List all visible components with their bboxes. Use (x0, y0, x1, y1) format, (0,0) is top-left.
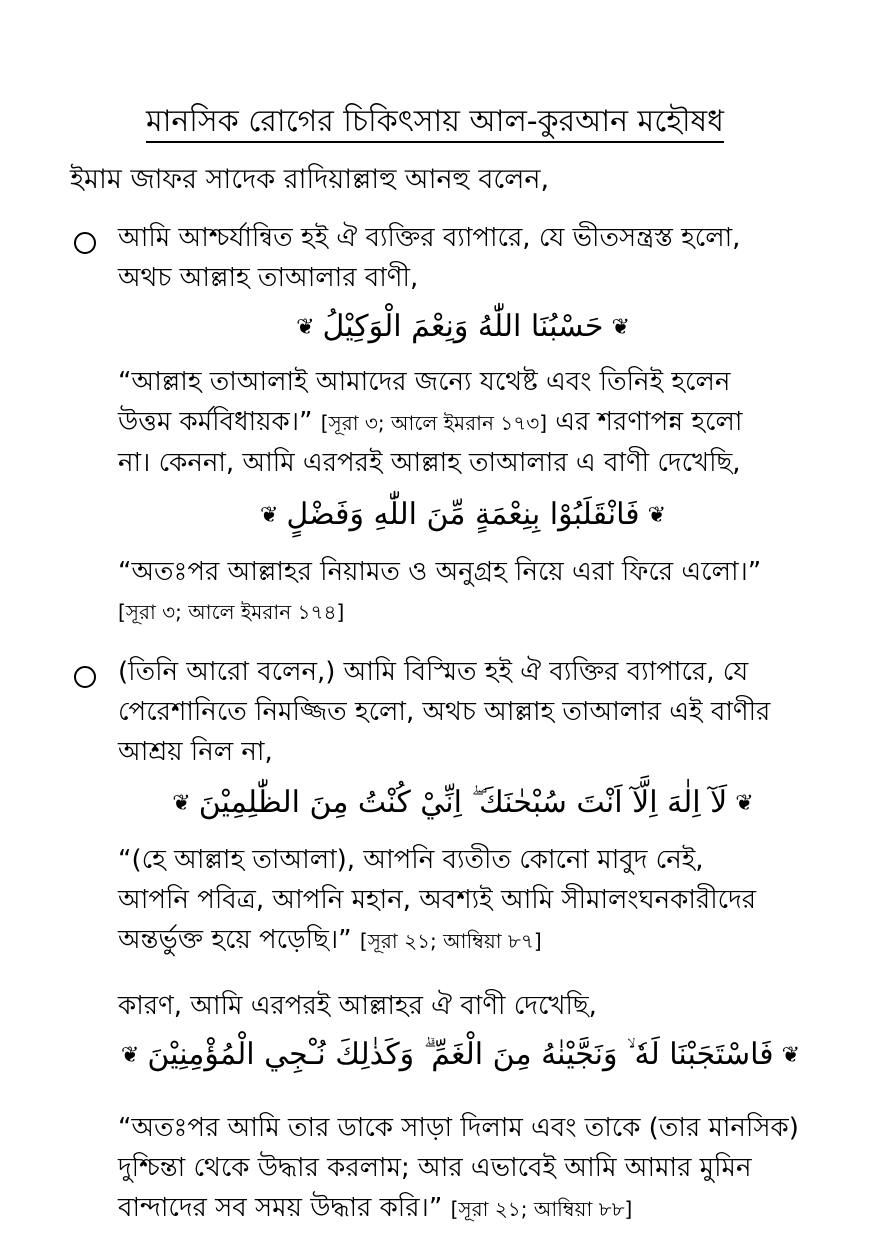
translation-1 (118, 362, 808, 483)
ayah-2 (118, 490, 808, 541)
ornament-left: ❦ (296, 315, 315, 340)
ayah-4-text: فَاسْتَجَبْنَا لَهٗ ۙ وَنَجَّيْنٰهُ مِنَ الْغَمِّ ۗ وَكَذٰلِكَ نُـْجِي الْمُؤْمِنِيْنَ (147, 1037, 774, 1072)
section2-line-1: (তিনি আরো বলেন,) আমি বিস্মিত হই ঐ ব্যক্তির ব্যাপারে, যে (118, 657, 749, 687)
section1-line-1: আমি আশ্চর্যান্বিত হই ঐ ব্যক্তির ব্যাপারে, যে ভীতসন্ত্রস্ত হলো, (118, 223, 741, 253)
translation-3-line-1: “(হে আল্লাহ তাআলা), আপনি ব্যতীত কোনো মাবুদ নেই, (118, 845, 704, 875)
ornament-right: ❦ (611, 315, 630, 340)
translation-3-line-3-text: অন্তর্ভুক্ত হয়ে পড়েছি।” (118, 925, 352, 955)
section2-line-2: পেরেশানিতে নিমজ্জিত হলো, অথচ আল্লাহ তাআলার এই বাণীর (118, 697, 771, 727)
ornament-right: ❦ (735, 791, 754, 816)
section2-line-3: আশ্রয় নিল না, (118, 737, 273, 767)
translation-2 (118, 552, 808, 632)
ornament-left: ❦ (120, 1043, 140, 1068)
translation-4-line-3-text: বান্দাদের সব সময় উদ্ধার করি।” (118, 1193, 443, 1223)
page-title-text: মানসিক রোগের চিকিৎসায় আল-কুরআন মহৌষধ (146, 104, 724, 143)
reference-3: [সূরা ২১; আম্বিয়া ৮৭] (359, 929, 542, 953)
translation-4-line-3 (118, 1188, 808, 1229)
translation-1-line-1: “আল্লাহ তাআলাই আমাদের জন্যে যথেষ্ট এবং তিনিই হলেন (118, 367, 731, 397)
section2-text (118, 652, 808, 772)
intro-line: ইমাম জাফর সাদেক রাদিয়াল্লাহু আনহু বলেন, (70, 164, 550, 195)
ayah-1-text: حَسْبُنَا اللّٰهُ وَنِعْمَ الْوَكِيْلُ (322, 309, 604, 344)
reference-2: [সূরা ৩; আলে ইমরান ১৭৪] (118, 600, 345, 624)
ayah-4 (118, 1030, 808, 1081)
translation-2-line-1: “অতঃপর আল্লাহর নিয়ামত ও অনুগ্রহ নিয়ে এরা ফিরে এলো।” (118, 557, 762, 587)
reason-line: কারণ, আমি এরপরই আল্লাহর ঐ বাণী দেখেছি, (118, 991, 597, 1021)
translation-3-line-3 (118, 920, 808, 961)
ayah-3 (118, 778, 808, 829)
translation-1-line-2 (118, 402, 808, 443)
ornament-left: ❦ (259, 503, 279, 528)
translation-1-line-2-text: উত্তম কর্মবিধায়ক।” (118, 407, 313, 437)
ayah-3-text: لَآ اِلٰهَ اِلَّآ اَنْتَ سُبْحٰنَكَ ۖ اِنِّيْ كُنْتُ مِنَ الظّٰلِمِيْنَ (198, 785, 728, 820)
reference-4: [সূরা ২১; আম্বিয়া ৮৮] (450, 1197, 633, 1221)
translation-1-line-3: না। কেননা, আমি এরপরই আল্লাহ তাআলার এ বাণী দেখেছি, (118, 448, 741, 478)
section1-text (118, 218, 808, 298)
translation-4-line-2: দুশ্চিন্তা থেকে উদ্ধার করলাম; আর এভাবেই আমি আমার মুমিন (118, 1153, 752, 1183)
bullet-circle-2 (74, 666, 96, 688)
bullet-circle-1 (74, 232, 96, 254)
translation-4 (118, 1108, 808, 1229)
translation-4-line-1: “অতঃপর আমি তার ডাকে সাড়া দিলাম এবং তাকে (তার মানসিক) (118, 1113, 799, 1143)
ornament-left: ❦ (172, 791, 191, 816)
page-title (0, 100, 870, 144)
ornament-right: ❦ (781, 1043, 800, 1068)
section1-line-2: অথচ আল্লাহ তাআলার বাণী, (118, 263, 419, 293)
ornament-right: ❦ (647, 503, 667, 528)
translation-3 (118, 840, 808, 961)
reference-1: [সূরা ৩; আলে ইমরান ১৭৩] (320, 411, 548, 435)
ayah-1 (118, 302, 808, 353)
translation-3-line-2: আপনি পবিত্র, আপনি মহান, অবশ্যই আমি সীমালংঘনকারীদের (118, 885, 757, 915)
translation-1-continuation: এর শরণাপন্ন হলো (547, 407, 743, 437)
ayah-2-text: فَانْقَلَبُوْا بِنِعْمَةٍ مِّنَ اللّٰهِ وَفَضْلٍ (286, 497, 640, 532)
